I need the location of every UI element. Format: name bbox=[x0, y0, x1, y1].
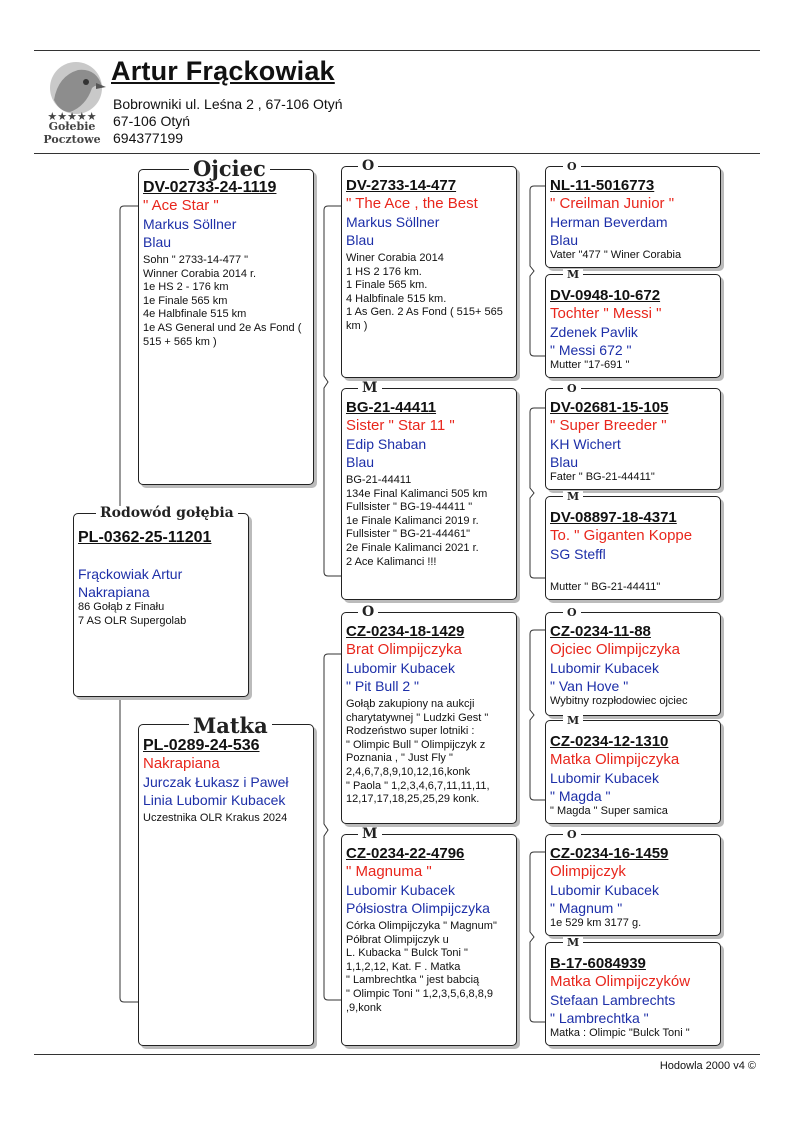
fmf-ring: DV-02681-15-105 bbox=[550, 399, 669, 416]
subject-ring: PL-0362-25-11201 bbox=[78, 529, 212, 546]
ffm-name: Tochter " Messi " bbox=[550, 305, 662, 322]
fm-note: BG-21-44411 134e Final Kalimanci 505 km Fullsister " BG-19-44411 " 1e Finale Kalimanci 2019 r. Fullsister " BG-21-44461" 2e Finale Kalimanci 2021 r. 2 Ace Kalimanci !!! bbox=[346, 474, 488, 568]
mff-breeder: Lubomir Kubacek bbox=[550, 660, 659, 676]
fff-breeder: Herman Beverdam bbox=[550, 214, 668, 230]
fmm-name: To. " Giganten Koppe bbox=[550, 527, 693, 544]
subject-card[interactable] bbox=[73, 513, 249, 697]
fm-ring: BG-21-44411 bbox=[346, 399, 437, 416]
mff-name: Ojciec Olimpijczyka bbox=[550, 641, 681, 658]
ff-name: " The Ace , the Best bbox=[346, 195, 478, 212]
mfm-note: " Magda " Super samica bbox=[550, 805, 668, 817]
mf-label: O bbox=[358, 605, 378, 619]
mother-ring: PL-0289-24-536 bbox=[143, 737, 260, 754]
fmf-label: O bbox=[563, 383, 581, 394]
fmm-note: Mutter " BG-21-44411" bbox=[550, 581, 661, 593]
fm-name: Sister " Star 11 " bbox=[346, 417, 455, 434]
ffm-ring: DV-0948-10-672 bbox=[550, 287, 661, 304]
fmm-card[interactable] bbox=[545, 496, 721, 600]
mfm-label: M bbox=[563, 715, 583, 726]
mother-color: Linia Lubomir Kubacek bbox=[143, 792, 286, 808]
fmm-breeder: SG Steffl bbox=[550, 546, 606, 562]
father-ring: DV-02733-24-1119 bbox=[143, 179, 277, 196]
fff-card[interactable] bbox=[545, 166, 721, 268]
mmf-color: " Magnum " bbox=[550, 900, 623, 916]
footer-version: Hodowla 2000 v4 © bbox=[659, 1060, 756, 1072]
fmm-ring: DV-08897-18-4371 bbox=[550, 509, 677, 526]
mmm-note: Matka : Olimpic "Bulck Toni " bbox=[550, 1027, 690, 1039]
fmf-card[interactable] bbox=[545, 388, 721, 490]
mm-label: M bbox=[358, 827, 382, 841]
logo-text-2: Pocztowe bbox=[43, 133, 101, 146]
ffm-breeder: Zdenek Pavlik bbox=[550, 324, 638, 340]
mm-note: Córka Olimpijczyka " Magnum" Półbrat Olimpijczyk u L. Kubacka " Bulck Toni " 1,1,2,12, Kat. F . Matka " Lambrechtka " jest babcią " Olimpic Toni " 1,2,3,5,6,8,8,9 ,9,konk bbox=[346, 920, 497, 1014]
fff-ring: NL-11-5016773 bbox=[550, 177, 655, 194]
fmf-name: " Super Breeder " bbox=[550, 417, 667, 434]
mmf-name: Olimpijczyk bbox=[550, 863, 626, 880]
ff-ring: DV-2733-14-477 bbox=[346, 177, 457, 194]
fm-card[interactable] bbox=[341, 388, 517, 600]
fff-name: " Creilman Junior " bbox=[550, 195, 675, 212]
mff-card[interactable] bbox=[545, 612, 721, 716]
ff-note: Winer Corabia 2014 1 HS 2 176 km. 1 Finale 565 km. 4 Halbfinale 515 km. 1 As Gen. 2 As Fond ( 515+ 565 km ) bbox=[346, 252, 503, 332]
fff-note: Vater "477 " Winer Corabia bbox=[550, 249, 682, 261]
mmf-ring: CZ-0234-16-1459 bbox=[550, 845, 669, 862]
mff-ring: CZ-0234-11-88 bbox=[550, 623, 651, 640]
mf-note: Gołąb zakupiony na aukcji charytatywnej " Ludzki Gest " Rodzeństwo super lotniki : " Olimpic Bull " Olimpijczyk z Poznania , " Just Fly " 2,4,6,7,8,9,10,12,16,konk " Paola " 1,2,3,4,6,7,11,11,11, 12,17,17,18,25,25,29 konk. bbox=[346, 698, 490, 806]
fmm-color bbox=[550, 563, 716, 581]
ffm-card[interactable] bbox=[545, 274, 721, 378]
subject-note: 86 Gołąb z Finału 7 AS OLR Supergolab bbox=[78, 601, 187, 627]
fm-color: Blau bbox=[346, 454, 375, 470]
fmf-color: Blau bbox=[550, 454, 579, 470]
mother-name: Nakrapiana bbox=[143, 755, 220, 772]
mfm-breeder: Lubomir Kubacek bbox=[550, 770, 659, 786]
logo-text-1: Gołebie bbox=[48, 120, 96, 133]
ff-label: O bbox=[358, 159, 378, 173]
father-name: " Ace Star " bbox=[143, 197, 219, 214]
father-note: Sohn " 2733-14-477 " Winner Corabia 2014 r. 1e HS 2 - 176 km 1e Finale 565 km 4e Halbfinale 515 km 1e AS General und 2e As Fond ( 515 + 565 km ) bbox=[143, 254, 302, 348]
mother-breeder: Jurczak Łukasz i Paweł bbox=[143, 774, 289, 790]
mm-ring: CZ-0234-22-4796 bbox=[346, 845, 465, 862]
father-card[interactable] bbox=[138, 169, 314, 485]
fm-label: M bbox=[358, 381, 382, 395]
owner-phone: 694377199 bbox=[113, 130, 184, 146]
mff-color: " Van Hove " bbox=[550, 678, 629, 694]
mm-name: " Magnuma " bbox=[346, 863, 432, 880]
mother-note: Uczestnika OLR Krakus 2024 bbox=[143, 812, 288, 824]
mm-card[interactable] bbox=[341, 834, 517, 1046]
mf-card[interactable] bbox=[341, 612, 517, 824]
mm-color: Półsiostra Olimpijczyka bbox=[346, 900, 490, 916]
mmf-label: O bbox=[563, 829, 581, 840]
mf-ring: CZ-0234-18-1429 bbox=[346, 623, 465, 640]
mf-color: " Pit Bull 2 " bbox=[346, 678, 419, 694]
mmm-breeder: Stefaan Lambrechts bbox=[550, 992, 676, 1008]
mm-breeder: Lubomir Kubacek bbox=[346, 882, 455, 898]
mmm-label: M bbox=[563, 937, 583, 948]
fm-breeder: Edip Shaban bbox=[346, 436, 427, 452]
fmm-label: M bbox=[563, 491, 583, 502]
mmm-card[interactable] bbox=[545, 942, 721, 1046]
mmm-color: " Lambrechtka " bbox=[550, 1010, 649, 1026]
pedigree-label: Rodowód gołębia bbox=[96, 506, 238, 520]
ff-card[interactable] bbox=[341, 166, 517, 378]
mmf-note: 1e 529 km 3177 g. bbox=[550, 917, 642, 929]
mmm-ring: B-17-6084939 bbox=[550, 955, 646, 972]
ff-breeder: Markus Söllner bbox=[346, 214, 440, 230]
mmf-card[interactable] bbox=[545, 834, 721, 936]
subject-owner: Frąckowiak Artur bbox=[78, 566, 183, 582]
mf-breeder: Lubomir Kubacek bbox=[346, 660, 455, 676]
mfm-name: Matka Olimpijczyka bbox=[550, 751, 680, 768]
fmf-note: Fater " BG-21-44411" bbox=[550, 471, 655, 483]
father-color: Blau bbox=[143, 234, 172, 250]
fmf-breeder: KH Wichert bbox=[550, 436, 621, 452]
ffm-note: Mutter "17-691 " bbox=[550, 359, 630, 371]
ff-color: Blau bbox=[346, 232, 375, 248]
owner-city: 67-106 Otyń bbox=[113, 113, 191, 129]
mmm-name: Matka Olimpijczyków bbox=[550, 973, 691, 990]
father-label: Ojciec bbox=[189, 158, 270, 179]
svg-text:★★★★★: ★★★★★ bbox=[47, 110, 97, 123]
ffm-label: M bbox=[563, 269, 583, 280]
ffm-color: " Messi 672 " bbox=[550, 342, 632, 358]
mmf-breeder: Lubomir Kubacek bbox=[550, 882, 659, 898]
mother-label: Matka bbox=[189, 715, 272, 736]
mother-card[interactable] bbox=[138, 724, 314, 1046]
fff-label: O bbox=[563, 161, 581, 172]
subject-color: Nakrapiana bbox=[78, 584, 150, 600]
owner-address: Bobrowniki ul. Leśna 2 , 67-106 Otyń bbox=[113, 96, 343, 112]
mfm-ring: CZ-0234-12-1310 bbox=[550, 733, 669, 750]
mfm-color: " Magda " bbox=[550, 788, 611, 804]
mf-name: Brat Olimpijczyka bbox=[346, 641, 462, 658]
father-breeder: Markus Söllner bbox=[143, 216, 237, 232]
fff-color: Blau bbox=[550, 232, 579, 248]
owner-name: Artur Frąckowiak bbox=[111, 56, 335, 86]
mfm-card[interactable] bbox=[545, 720, 721, 824]
mff-label: O bbox=[563, 607, 581, 618]
mff-note: Wybitny rozpłodowiec ojciec bbox=[550, 695, 688, 707]
